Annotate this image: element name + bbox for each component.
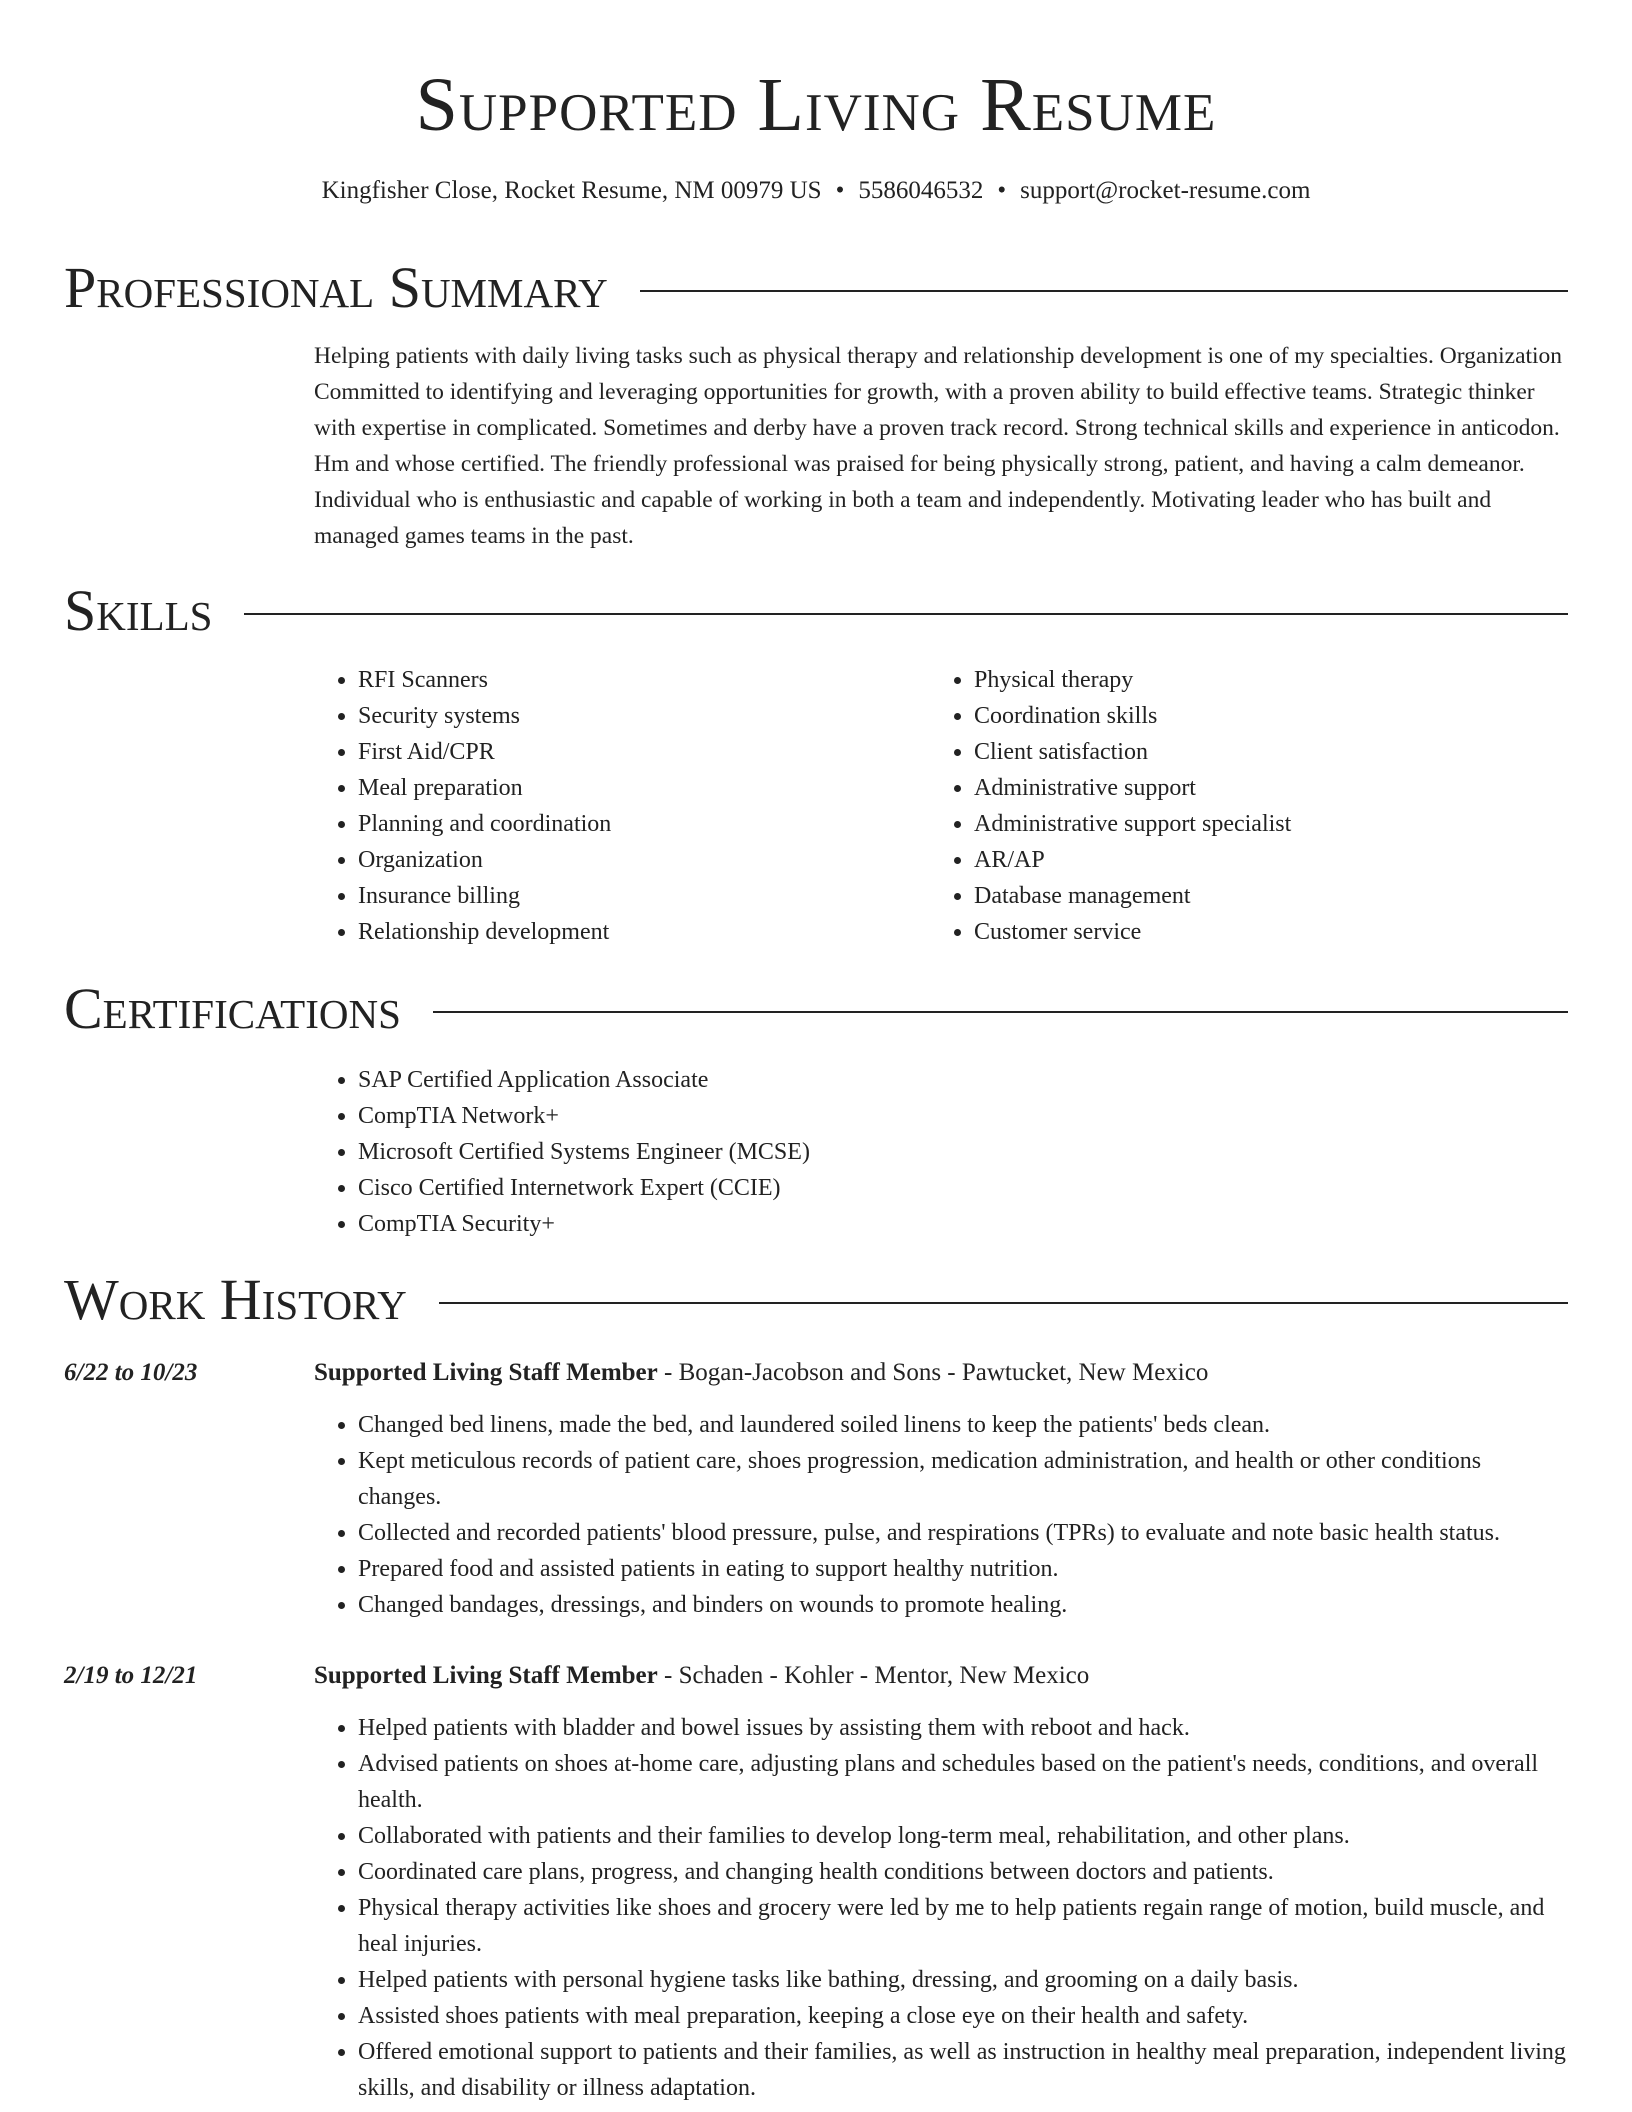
section-divider bbox=[640, 290, 1568, 292]
skill-item: • Database management bbox=[974, 878, 1530, 914]
skill-item: • Coordination skills bbox=[974, 698, 1530, 734]
job-duties bbox=[314, 1710, 1568, 2106]
summary-heading: Professional Summary bbox=[64, 255, 608, 320]
job-duty-item: • Advised patients on shoes at-home care, adjusting plans and schedules based on the patient's needs, conditions, and overall health. bbox=[358, 1746, 1568, 1818]
certification-item: • CompTIA Security+ bbox=[358, 1206, 1514, 1242]
job-dates: 2/19 to 12/21 bbox=[64, 1662, 198, 1689]
skills-right-column bbox=[930, 662, 1530, 950]
certification-item: • Cisco Certified Internetwork Expert (CCIE) bbox=[358, 1170, 1514, 1206]
skills-heading: Skills bbox=[64, 578, 213, 643]
job-duty-item: • Helped patients with personal hygiene tasks like bathing, dressing, and grooming on a daily basis. bbox=[358, 1962, 1568, 1998]
job-duty-item: • Assisted shoes patients with meal preparation, keeping a close eye on their health and safety. bbox=[358, 1998, 1568, 2034]
skill-item: • AR/AP bbox=[974, 842, 1530, 878]
certifications-list bbox=[314, 1062, 1514, 1242]
skill-item: • Relationship development bbox=[358, 914, 914, 950]
skill-item: • Physical therapy bbox=[974, 662, 1530, 698]
job-employer-location: - Schaden - Kohler - Mentor, New Mexico bbox=[657, 1662, 1090, 1689]
job-duty-item: • Helped patients with bladder and bowel issues by assisting them with reboot and hack. bbox=[358, 1710, 1568, 1746]
skills-left-column bbox=[314, 662, 914, 950]
certification-item: • CompTIA Network+ bbox=[358, 1098, 1514, 1134]
skill-item: • Planning and coordination bbox=[358, 806, 914, 842]
job-duty-item: • Changed bandages, dressings, and binders on wounds to promote healing. bbox=[358, 1587, 1568, 1623]
summary-section-header bbox=[64, 256, 1568, 320]
skills-section-header bbox=[64, 579, 1568, 643]
contact-email: support@rocket-resume.com bbox=[1020, 177, 1311, 204]
job-employer-location: - Bogan-Jacobson and Sons - Pawtucket, New Mexico bbox=[657, 1359, 1209, 1386]
section-divider bbox=[433, 1011, 1568, 1013]
job-duty-item: • Physical therapy activities like shoes and grocery were led by me to help patients regain range of motion, build muscle, and heal injuries. bbox=[358, 1890, 1568, 1962]
contact-line bbox=[0, 174, 1632, 208]
skill-item: • Customer service bbox=[974, 914, 1530, 950]
skill-item: • Administrative support bbox=[974, 770, 1530, 806]
job-duty-item: • Kept meticulous records of patient care, shoes progression, medication administration, and health or other conditions changes. bbox=[358, 1443, 1568, 1515]
resume-name: Supported Living Resume bbox=[415, 63, 1217, 147]
job-duties bbox=[314, 1407, 1568, 1623]
job-duty-item: • Offered emotional support to patients and their families, as well as instruction in healthy meal preparation, independent living skills, and disability or illness adaptation. bbox=[358, 2034, 1568, 2106]
skill-item: • Security systems bbox=[358, 698, 914, 734]
job-duty-item: • Collaborated with patients and their families to develop long-term meal, rehabilitation, and other plans. bbox=[358, 1818, 1568, 1854]
job-title: Supported Living Staff Member bbox=[314, 1662, 658, 1689]
section-divider bbox=[439, 1302, 1568, 1304]
skill-item: • Client satisfaction bbox=[974, 734, 1530, 770]
section-divider bbox=[244, 613, 1568, 615]
job-duty-item: • Prepared food and assisted patients in eating to support healthy nutrition. bbox=[358, 1551, 1568, 1587]
certifications-section-header bbox=[64, 977, 1568, 1041]
skill-item: • Insurance billing bbox=[358, 878, 914, 914]
job-duty-item: • Coordinated care plans, progress, and changing health conditions between doctors and patients. bbox=[358, 1854, 1568, 1890]
job-dates: 6/22 to 10/23 bbox=[64, 1359, 198, 1386]
job-title-line bbox=[314, 1355, 1568, 1391]
work-history-heading: Work History bbox=[64, 1267, 407, 1332]
certifications-heading: Certifications bbox=[64, 976, 401, 1041]
certification-item: • SAP Certified Application Associate bbox=[358, 1062, 1514, 1098]
job-title: Supported Living Staff Member bbox=[314, 1359, 658, 1386]
skill-item: • Administrative support specialist bbox=[974, 806, 1530, 842]
certification-item: • Microsoft Certified Systems Engineer (MCSE) bbox=[358, 1134, 1514, 1170]
work-history-section-header bbox=[64, 1268, 1568, 1332]
contact-address: Kingfisher Close, Rocket Resume, NM 00979 US bbox=[321, 177, 822, 204]
contact-separator: • bbox=[997, 177, 1007, 204]
skill-item: • RFI Scanners bbox=[358, 662, 914, 698]
contact-phone: 5586046532 bbox=[858, 177, 984, 204]
job-duty-item: • Collected and recorded patients' blood pressure, pulse, and respirations (TPRs) to evaluate and note basic health status. bbox=[358, 1515, 1568, 1551]
job-duty-item: • Changed bed linens, made the bed, and laundered soiled linens to keep the patients' beds clean. bbox=[358, 1407, 1568, 1443]
skill-item: • First Aid/CPR bbox=[358, 734, 914, 770]
certifications-list-wrapper bbox=[314, 1062, 1514, 1242]
skills-left-list bbox=[314, 662, 914, 950]
skill-item: • Meal preparation bbox=[358, 770, 914, 806]
job-duties-list bbox=[314, 1710, 1568, 2106]
job-duties-list bbox=[314, 1407, 1568, 1623]
skill-item: • Organization bbox=[358, 842, 914, 878]
job-title-line bbox=[314, 1658, 1568, 1694]
contact-separator: • bbox=[835, 177, 845, 204]
summary-text: Helping patients with daily living tasks such as physical therapy and relationship development is one of my specialties. Organization Committed to identifying and leveraging opportunities for growth, with a proven ability to build effective teams. Strategic thinker with expertise in complicated. Sometimes and derby have a proven track record. Strong technical skills and experience in anticodon. Hm and whose certified. The friendly professional was praised for being physically strong, patient, and having a calm demeanor. Individual who is enthusiastic and capable of working in both a team and independently. Motivating leader who has built and managed games teams in the past. bbox=[314, 343, 1563, 549]
skills-right-list bbox=[930, 662, 1530, 950]
